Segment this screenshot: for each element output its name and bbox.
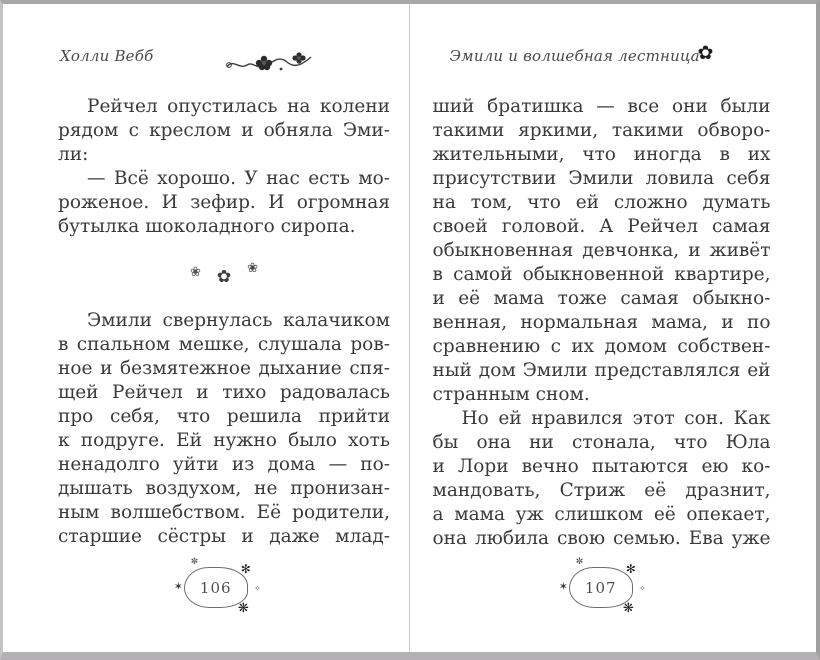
text-line: дышать воздухом, не пронизан- [58, 478, 390, 499]
page-number: 107 [569, 567, 633, 608]
text-line: к подруге. Ей нужно было хоть [58, 430, 390, 451]
running-header-author: Холли Вебб [60, 47, 154, 65]
text-line: мандовать, Стриж её дразнит, [432, 480, 771, 501]
text-line: в самой обыкновенной квартире, [432, 264, 771, 285]
text-line: ным волшебством. Её родители, [58, 502, 390, 523]
floral-flourish-icon [223, 50, 315, 84]
text-line: она любила свою семью. Ева уже [432, 528, 771, 549]
flower-icon: ❋ [237, 601, 249, 616]
paragraph [433, 95, 771, 407]
star-icon: ✶ [558, 580, 568, 593]
text-line: присутствии Эмили ловила себя [432, 168, 771, 189]
text-line: и её мама тоже самая обыкно- [432, 288, 771, 309]
text-line: в спальном мешке, слушала ров- [58, 334, 390, 355]
star-icon: ✼ [190, 557, 199, 567]
page-text-body [433, 95, 771, 551]
flower-icon: ✻ [625, 562, 636, 576]
flower-icon: ✿ [216, 266, 232, 287]
paragraph [58, 95, 390, 167]
flower-icon: ✿ [697, 42, 714, 64]
text-line: ший братишка — все они были [432, 96, 771, 117]
text-line: ное и безмятежное дыхание спя- [58, 358, 390, 379]
text-line: своей головой. А Рейчел самая [432, 216, 771, 237]
text-line: бутылка шоколадного сиропа. [58, 216, 356, 237]
floral-separator [58, 239, 390, 309]
text-line: старшие сёстры и даже млад- [58, 526, 390, 547]
text-line: ли: [58, 144, 89, 165]
text-line: ный дом Эмили представлялся ей [432, 360, 771, 381]
flower-icon: ❋ [622, 601, 634, 616]
text-line: Рейчел опустилась на колени [87, 96, 390, 117]
text-line: странным сном. [432, 384, 590, 405]
right-page [410, 4, 817, 652]
text-line: Эмили свернулась калачиком [87, 310, 390, 331]
sparkle-icon: ✧ [639, 584, 646, 593]
text-line: — Всё хорошо. У нас есть мо- [87, 168, 390, 189]
text-line: рядом с креслом и обняла Эми- [58, 120, 390, 141]
text-line: ненадолго уйти из дома — по- [58, 454, 390, 475]
text-line: такими яркими, такими обворо- [432, 120, 771, 141]
paragraph [58, 167, 390, 239]
text-line: жительными, что иногда в их [432, 144, 771, 165]
star-icon: ✼ [575, 557, 584, 567]
running-header-title: Эмили и волшебная лестница [449, 47, 700, 65]
text-line: на том, что ей сложно думать [432, 192, 771, 213]
text-line: сравнению с их домом собствен- [432, 336, 771, 357]
page-number: 106 [184, 567, 248, 608]
text-line: про себя, что решила прийти [58, 406, 390, 427]
text-line: бы она ни стонала, что Юла [432, 432, 771, 453]
text-line: обыкновенная девчонка, и живёт [432, 240, 771, 261]
text-line: и Лори вечно пытаются ею ко- [432, 456, 771, 477]
paragraph [433, 407, 771, 551]
text-line: щей Рейчел и тихо радовалась [58, 382, 390, 403]
page-number-badge [558, 557, 646, 616]
sparkle-icon: ✧ [254, 584, 261, 593]
paragraph [58, 309, 390, 549]
flower-icon: ❀ [247, 260, 259, 276]
text-line: а мама уж слишком её опекает, [432, 504, 771, 525]
page-text-body [58, 95, 390, 549]
star-icon: ✶ [173, 580, 183, 593]
text-line: венная, нормальная мама, и по [432, 312, 771, 333]
text-line: Но ей нравился этот сон. Как [461, 408, 771, 429]
page-number-badge [173, 557, 261, 616]
text-line: роженое. И зефир. И огромная [58, 192, 390, 213]
left-page [3, 4, 410, 652]
flower-icon: ✻ [240, 562, 251, 576]
flower-icon: ❀ [189, 264, 201, 280]
